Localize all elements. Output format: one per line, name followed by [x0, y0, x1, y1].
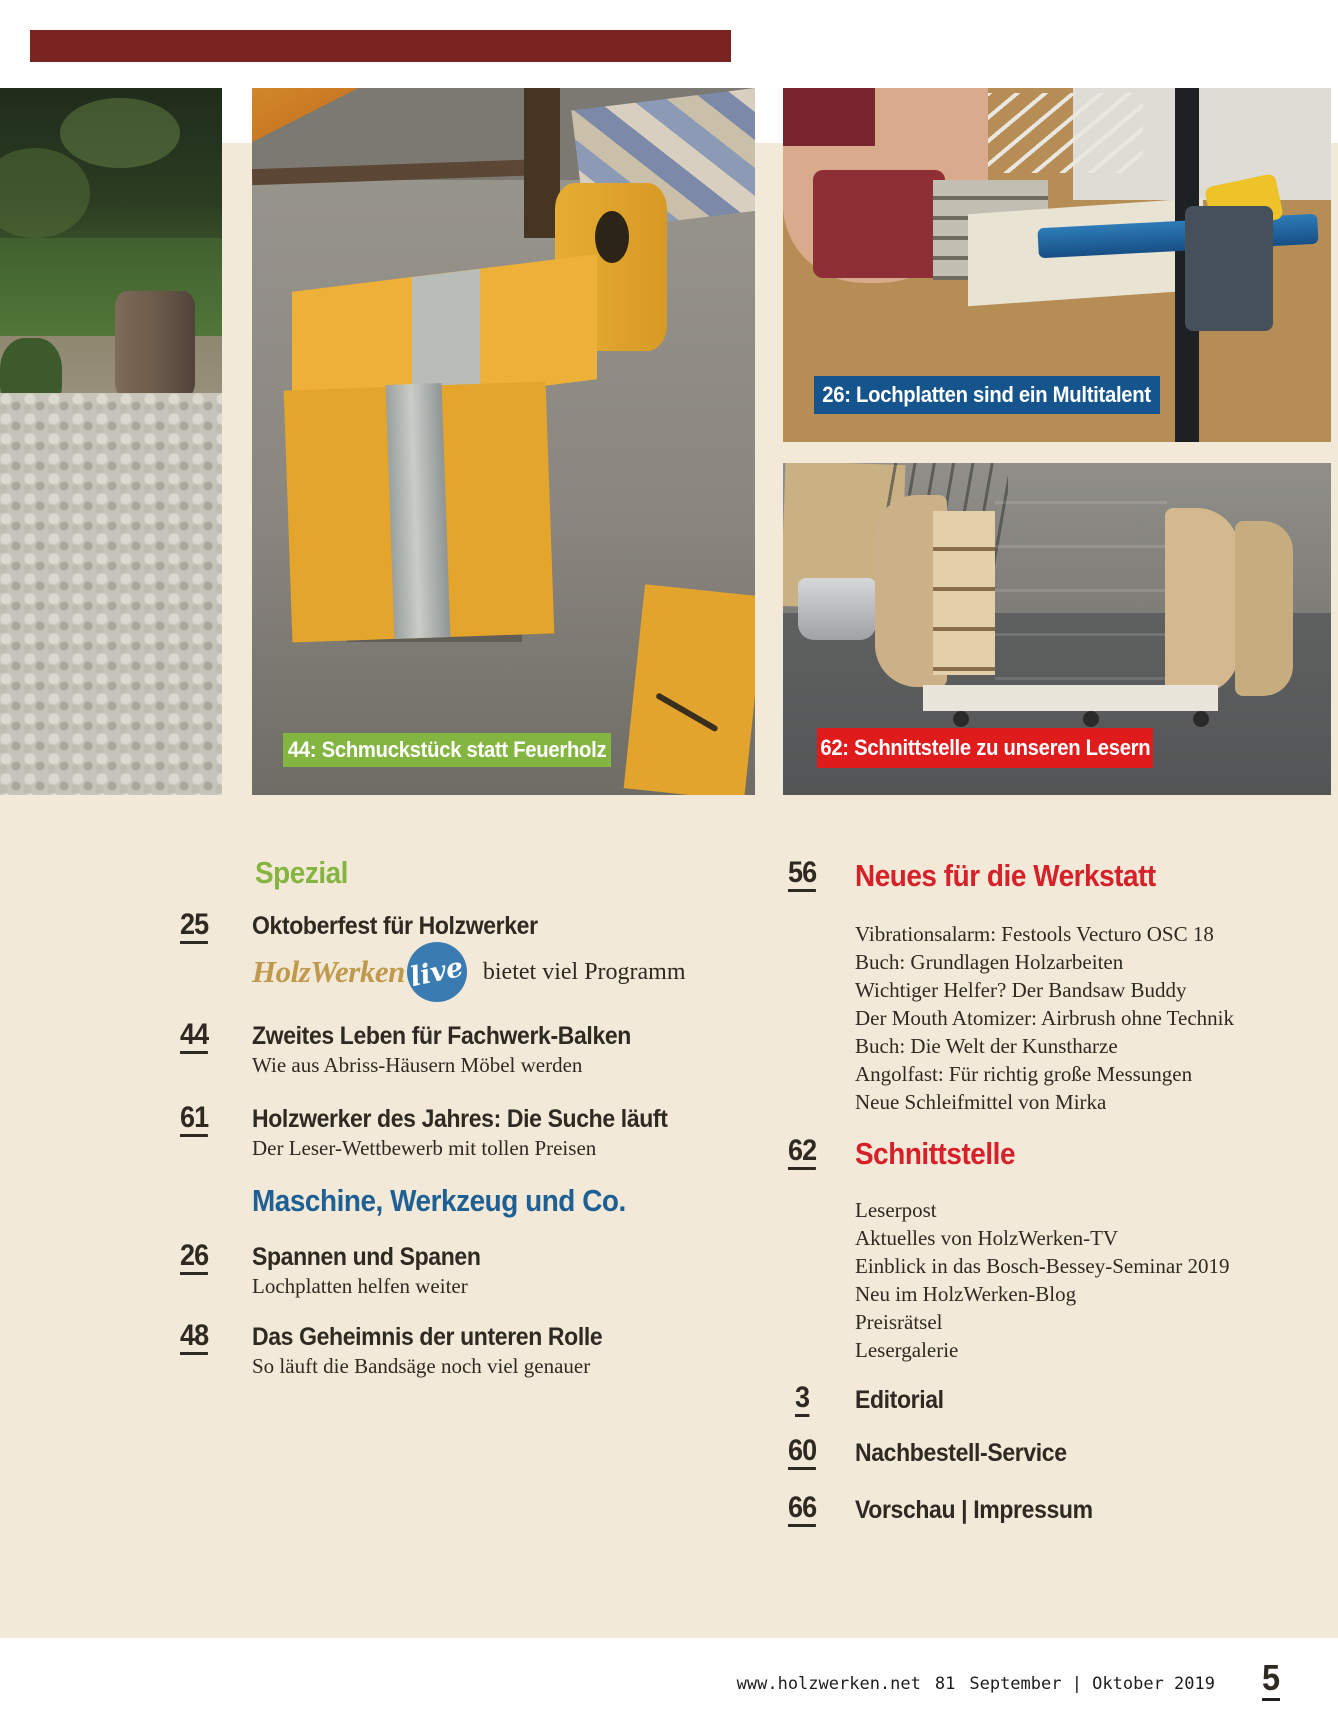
- toc-title-rolle: Das Geheimnis der unteren Rolle: [252, 1323, 603, 1351]
- wood-crack: [655, 692, 719, 732]
- toc-title-fachwerk: Zweites Leben für Fachwerk-Balken: [252, 1022, 631, 1050]
- toc-sub-holzwerker-des-jahres: Der Leser-Wettbewerb mit tollen Preisen: [252, 1136, 597, 1160]
- schnittstelle-item: Einblick in das Bosch-Bessey-Seminar 2019: [855, 1254, 1230, 1278]
- section-heading-spezial: Spezial: [255, 855, 348, 890]
- top-maroon-bar: [30, 30, 731, 62]
- red-tool: [813, 170, 945, 278]
- stool-photo: [252, 88, 755, 795]
- toc-num-25[interactable]: 25: [180, 910, 211, 944]
- toc-num-62[interactable]: 62: [788, 1136, 819, 1170]
- cabinet-shelves: [933, 511, 995, 675]
- schnittstelle-item: Neu im HolzWerken-Blog: [855, 1282, 1077, 1306]
- toc-num-56[interactable]: 56: [788, 858, 819, 892]
- resin-stripe-front: [386, 383, 451, 639]
- toc-title-oktoberfest: Oktoberfest für Holzwerker: [252, 912, 538, 940]
- werkstatt-item: Angolfast: Für richtig große Messungen: [855, 1062, 1193, 1086]
- live-badge-label: live: [407, 951, 467, 993]
- toc-title-editorial: Editorial: [855, 1386, 944, 1414]
- caption-stool-label: 44: Schmuckstück statt Feuerholz: [287, 737, 607, 762]
- caster-wheel: [953, 711, 969, 727]
- toc-title-vorschau: Vorschau | Impressum: [855, 1496, 1093, 1524]
- werkstatt-item: Buch: Die Welt der Kunstharze: [855, 1034, 1118, 1058]
- caster-wheel: [1083, 711, 1099, 727]
- cabinet-body: [995, 501, 1167, 681]
- footer-issue-number: 81: [934, 1674, 956, 1694]
- caption-stool: [283, 733, 611, 767]
- werkstatt-item: Neue Schleifmittel von Mirka: [855, 1090, 1107, 1114]
- foliage-highlight: [60, 98, 180, 168]
- toc-sub-fachwerk: Wie aus Abriss-Häusern Möbel werden: [252, 1053, 583, 1077]
- section-heading-neues: Neues für die Werkstatt: [855, 858, 1156, 893]
- toc-num-26[interactable]: 26: [180, 1241, 211, 1275]
- clamp-head: [1185, 206, 1273, 331]
- caption-schnittstelle: [817, 728, 1153, 768]
- section-heading-maschine: Maschine, Werkzeug und Co.: [252, 1183, 626, 1218]
- shirt-sleeve: [783, 88, 875, 146]
- caster-wheel: [1193, 711, 1209, 727]
- toc-sub-rolle: So läuft die Bandsäge noch viel genauer: [252, 1354, 591, 1378]
- werkstatt-item: Der Mouth Atomizer: Airbrush ohne Technik: [855, 1006, 1234, 1030]
- cabinet-photo: [783, 463, 1331, 795]
- toc-num-48[interactable]: 48: [180, 1321, 211, 1355]
- schnittstelle-item: Lesergalerie: [855, 1338, 959, 1362]
- metal-pot: [798, 578, 876, 640]
- toc-title-spannen: Spannen und Spanen: [252, 1243, 481, 1271]
- caption-lochplatten-label: 26: Lochplatten sind ein Multitalent: [822, 382, 1152, 407]
- toc-num-61[interactable]: 61: [180, 1103, 211, 1137]
- handle-hole: [595, 211, 629, 263]
- section-heading-schnittstelle: Schnittstelle: [855, 1136, 1016, 1171]
- footer-line: [737, 1674, 1215, 1694]
- gravel: [0, 393, 222, 795]
- white-dowels: [973, 93, 1143, 173]
- schnittstelle-item: Aktuelles von HolzWerken-TV: [855, 1226, 1119, 1250]
- cabinet-base: [923, 685, 1218, 711]
- caption-lochplatten: [814, 376, 1160, 414]
- footer-site-url[interactable]: www.holzwerken.net: [736, 1674, 921, 1694]
- schnittstelle-item: Preisrätsel: [855, 1310, 943, 1334]
- page-number: 5: [1262, 1660, 1282, 1701]
- footer-date: September | Oktober 2019: [969, 1674, 1215, 1694]
- werkstatt-item: Vibrationsalarm: Festools Vecturo OSC 18: [855, 922, 1214, 946]
- toc-num-66[interactable]: 66: [788, 1493, 819, 1527]
- toc-num-3[interactable]: 3: [795, 1383, 811, 1417]
- toc-num-44[interactable]: 44: [180, 1020, 211, 1054]
- werkstatt-item: Wichtiger Helfer? Der Bandsaw Buddy: [855, 978, 1187, 1002]
- toc-title-nachbestell: Nachbestell-Service: [855, 1439, 1067, 1467]
- logo-suffix-text: bietet viel Programm: [482, 958, 686, 985]
- werkstatt-item: Buch: Grundlagen Holzarbeiten: [855, 950, 1124, 974]
- resin-stripe-top: [412, 269, 480, 402]
- tree-stump: [115, 291, 195, 399]
- caption-schnittstelle-label: 62: Schnittstelle zu unseren Lesern: [819, 735, 1151, 760]
- logo-brand-text: HolzWerken: [252, 954, 405, 989]
- toc-title-holzwerker-des-jahres: Holzwerker des Jahres: Die Suche läuft: [252, 1105, 668, 1133]
- curved-panel-right: [1235, 521, 1293, 696]
- holzwerken-live-logo: [252, 942, 686, 1002]
- toc-sub-spannen: Lochplatten helfen weiter: [252, 1274, 468, 1298]
- yellow-board: [624, 584, 755, 795]
- schnittstelle-item: Leserpost: [855, 1198, 937, 1222]
- curved-door-right: [1165, 508, 1239, 694]
- toc-num-60[interactable]: 60: [788, 1436, 819, 1470]
- live-badge-icon: [407, 942, 467, 1002]
- garden-photo: [0, 88, 222, 795]
- biscuit-joiner-photo: [783, 88, 1331, 442]
